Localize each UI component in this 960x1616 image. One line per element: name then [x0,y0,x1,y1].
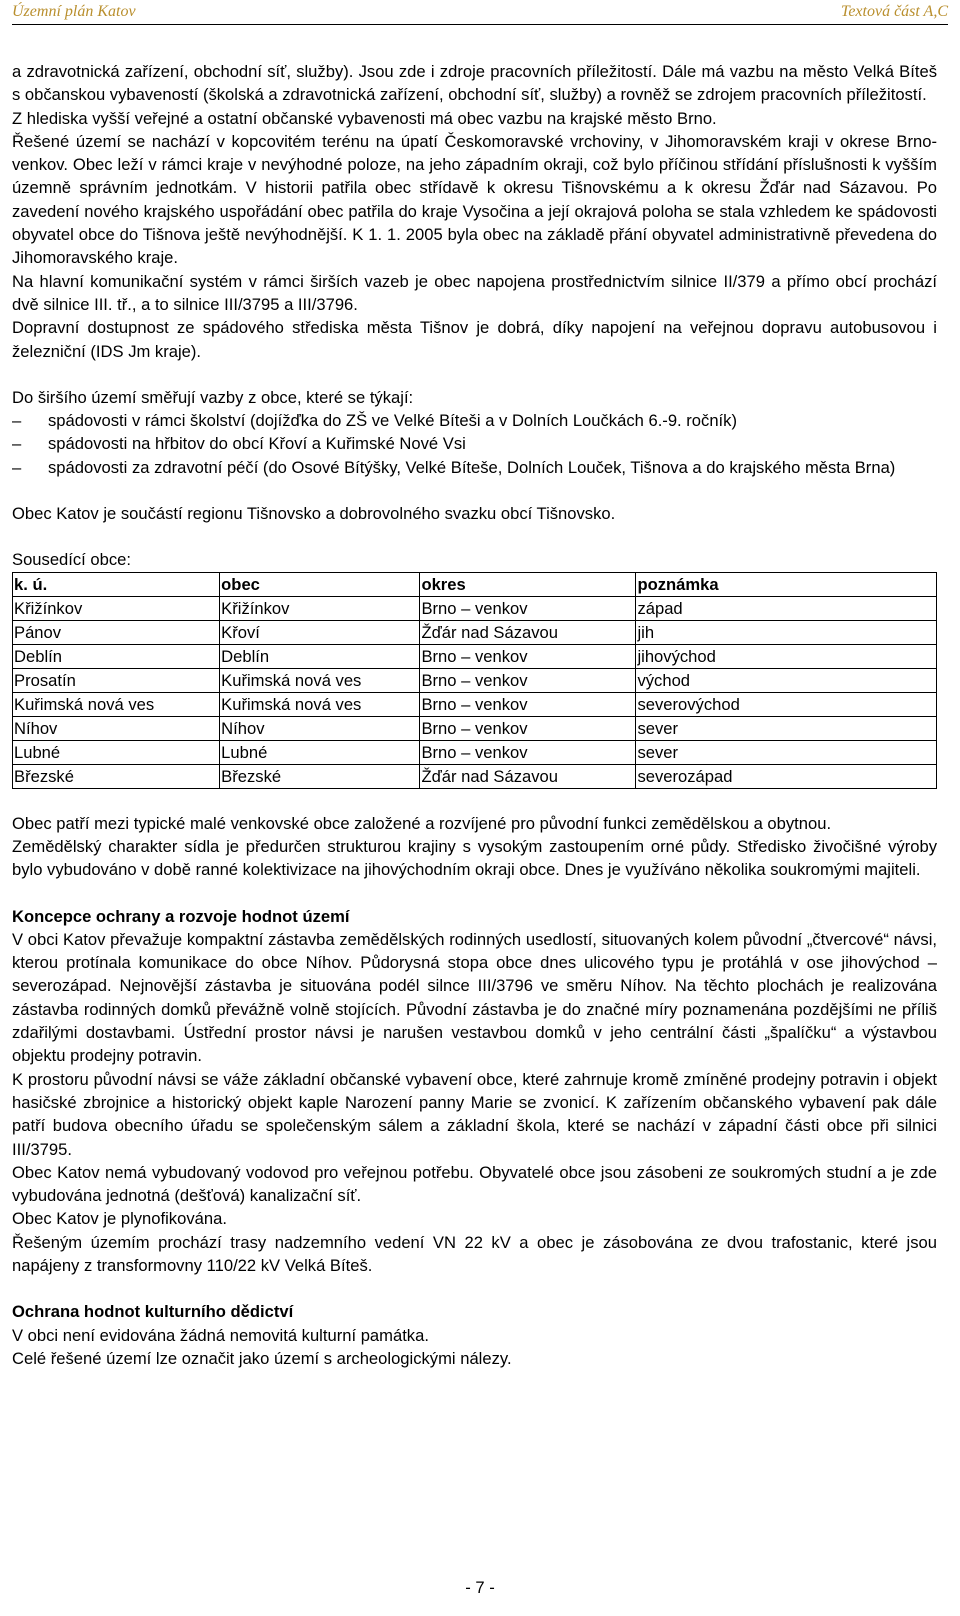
table-cell: Níhov [13,716,220,740]
paragraph: V obci není evidována žádná nemovitá kulturní památka. [12,1325,429,1345]
table-cell: Prosatín [13,668,220,692]
table-cell: jihovýchod [636,644,937,668]
table-cell: Křoví [220,620,420,644]
paragraph: K prostoru původní návsi se váže základní občanské vybavení obce, které zahrnuje kromě zmíněné prodejny potravin i objekt hasičské zbrojnice a historický objekt kaple Narození panny Marie se zvonicí. K zařízením občanského vybavení pak dále patří budova obecního úřadu se společenským sálem a základní škola, které se nachází v západní části obce při silnici III/3795. [12,1069,937,1159]
table-row [13,740,937,764]
document-body [12,60,937,1370]
section-heading: Koncepce ochrany a rozvoje hodnot území [12,906,350,926]
table-cell: Deblín [220,644,420,668]
list-item [12,409,937,432]
header-section: Textová část A,C [840,3,948,20]
table-cell: Lubné [220,740,420,764]
table-cell: Křižínkov [220,596,420,620]
column-header: obec [220,572,420,596]
paragraph: Z hlediska vyšší veřejné a ostatní občanské vybavenosti má obec vazbu na krajské město Brno. [12,108,717,128]
list-item [12,432,937,455]
page-header [12,2,948,25]
table-cell: jih [636,620,937,644]
region-text: Obec Katov je součástí regionu Tišnovsko a dobrovolného svazku obcí Tišnovsko. [12,504,616,524]
table-cell: Brno – venkov [420,692,636,716]
table-cell: Pánov [13,620,220,644]
paragraph: Obec Katov je plynofikována. [12,1209,227,1229]
header-title: Územní plán Katov [12,3,136,20]
table-cell: Deblín [13,644,220,668]
table-cell: Žďár nad Sázavou [420,620,636,644]
table-row [13,692,937,716]
table-cell: Žďár nad Sázavou [420,764,636,788]
table-caption: Sousedící obce: [12,550,132,570]
list-item-text: spádovosti v rámci školství (dojížďka do ZŠ ve Velké Bíteši a v Dolních Loučkách 6.-9. ročník) [48,411,737,431]
dash-marker: – [12,411,22,431]
table-cell: Brno – venkov [420,740,636,764]
table-cell: Kuřimská nová ves [13,692,220,716]
table-cell: Lubné [13,740,220,764]
table-cell: sever [636,716,937,740]
table-row [13,644,937,668]
table-cell: Brno – venkov [420,596,636,620]
table-cell: Kuřimská nová ves [220,668,420,692]
table-cell: Brno – venkov [420,716,636,740]
dash-marker: – [12,434,22,454]
column-header: okres [420,572,636,596]
table-row [13,668,937,692]
table-cell: Březské [13,764,220,788]
table-cell: východ [636,668,937,692]
vazby-intro: Do širšího území směřují vazby z obce, které se týkají: [12,387,414,407]
list-item [12,456,937,479]
table-row [13,620,937,644]
table-cell: západ [636,596,937,620]
list-item-text: spádovosti na hřbitov do obcí Křoví a Kuřimské Nové Vsi [48,434,466,454]
table-cell: Křižínkov [13,596,220,620]
column-header: k. ú. [13,572,220,596]
table-row [13,764,937,788]
paragraph: Řešeným územím prochází trasy nadzemního vedení VN 22 kV a obec je zásobována ze dvou trafostanic, které jsou napájeny z transformovny 110/22 kV Velká Bíteš. [12,1232,937,1275]
table-header-row [13,572,937,596]
paragraph: Obec Katov nemá vybudovaný vodovod pro veřejnou potřebu. Obyvatelé obce jsou zásobeni ze soukromých studní a je zde vybudována jednotná (dešťová) kanalizační síť. [12,1162,937,1206]
table-row [13,716,937,740]
table-row [13,596,937,620]
paragraph: Celé řešené území lze označit jako území s archeologickými nálezy. [12,1348,512,1368]
paragraph: a zdravotnická zařízení, obchodní síť, služby). Jsou zde i zdroje pracovních příležitostí. Dále má vazbu na město Velká Bíteš s občanskou vybaveností (školská a zdravotnická zařízení, obchodní síť, služby) a rovněž se zdrojem pracovních příležitostí. [12,62,937,105]
column-header: poznámka [636,572,937,596]
table-cell: Březské [220,764,420,788]
table-cell: Brno – venkov [420,668,636,692]
paragraph: Zemědělský charakter sídla je předurčen strukturou krajiny s vysokým zastoupením orné půdy. Středisko živočišné výroby bylo vybudováno v době ranné kolektivizace na jihovýchodním okraji obce. Dnes je využíváno několika soukromými majiteli. [12,836,937,880]
table-cell: Kuřimská nová ves [220,692,420,716]
page-number: - 7 - [465,1578,495,1597]
table-cell: Brno – venkov [420,644,636,668]
table-cell: Níhov [220,716,420,740]
paragraph: Obec patří mezi typické malé venkovské obce založené a rozvíjené pro původní funkci zemědělskou a obytnou. [12,813,832,833]
section-heading: Ochrana hodnot kulturního dědictví [12,1302,294,1322]
paragraph: Dopravní dostupnost ze spádového střediska města Tišnov je dobrá, díky napojení na veřejnou dopravu autobusovou i železniční (IDS Jm kraje). [12,318,937,361]
table-cell: severovýchod [636,692,937,716]
paragraph: Na hlavní komunikační systém v rámci širších vazeb je obec napojena prostřednictvím silnice II/379 a přímo obcí prochází dvě silnice III. tř., a to silnice III/3795 a III/3796. [12,271,937,314]
list-item-text: spádovosti za zdravotní péčí (do Osové Bítýšky, Velké Bíteše, Dolních Louček, Tišnova a do krajského města Brna) [48,457,896,477]
table-cell: severozápad [636,764,937,788]
dash-marker: – [12,457,22,477]
paragraph: Řešené území se nachází v kopcovitém terénu na úpatí Českomoravské vrchoviny, v Jihomoravském kraji v okrese Brno-venkov. Obec leží v rámci kraje v nevýhodné poloze, na jeho západním okraji, což bylo příčinou střídání příslušnosti k vyšším územně správním jednotkám. V historii patřila obec střídavě k okresu Tišnovskému a k okresu Žďár nad Sázavou. Po zavedení nového krajského uspořádání obec patřila do kraje Vysočina a její okrajová poloha se stala vzhledem ke spádovosti obyvatel obce do Tišnova ještě nevýhodnější. K 1. 1. 2005 byla obec na základě přání obyvatel administrativně převedena do Jihomoravského kraje. [12,131,937,268]
paragraph: V obci Katov převažuje kompaktní zástavba zemědělských rodinných usedlostí, situovaných kolem původní „čtvercové“ návsi, kterou protínala komunikace do obce Níhov. Půdorysná stopa obce dnes ulicového typu je protáhlá v ose jihovýchod – severozápad. Nejnovější zástavba je situována podél silnce III/3796 ve směru Níhov. Na těchto plochách je realizována zástavba rodinných domků převážně volně stojících. Původní zástavba je do značné míry poznamenána pozdějšími ne příliš zdařilými dostavbami. Ústřední prostor návsi je narušen vestavbou domků v jeho centrální části „špalíčku“ a výstavbou objektu prodejny potravin. [12,929,937,1066]
table-cell: sever [636,740,937,764]
neighbour-table [12,572,937,789]
